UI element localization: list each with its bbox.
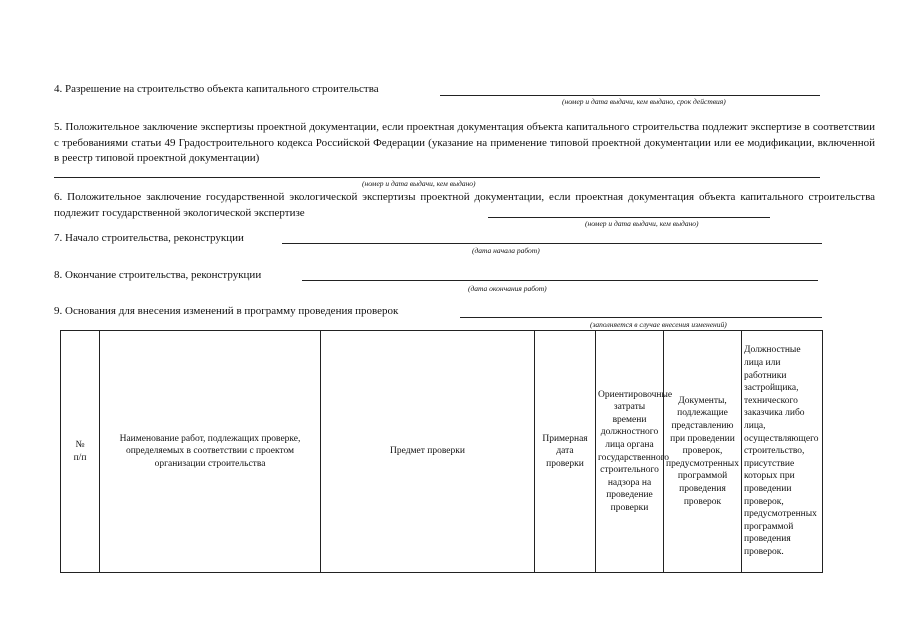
header-cell-subject: Предмет проверки [321,331,535,573]
item-7-hint: (дата начала работ) [472,246,540,255]
item-6-fill-line [488,217,770,218]
item-5-label: 5. Положительное заключение экспертизы проектной документации, если проектная документация объекта капитального строительства подлежит экспертизе в соответствии с требованиями статьи 49 Градостроительного кодекса Российской Федерации (указание на применение типовой проектной документации или ее модификации, включенной в реестр типовой проектной документации) [54,121,875,164]
item-9-hint: (заполняется в случае внесения изменений) [590,320,727,329]
header-cell-responsible-persons: Должностные лица или работники застройщика, технического заказчика либо лица, осуществляющего строительство, присутствие которых при проведении проверок, предусмотренных программой проведения проверок. [742,331,823,573]
header-cell-number: № п/п [61,331,100,573]
item-5-hint: (номер и дата выдачи, кем выдано) [362,179,476,188]
header-cell-documents: Документы, подлежащие представлению при проведении проверок, предусмотренных программой проведения проверок [664,331,742,573]
item-5-fill-line [54,177,820,178]
item-4-label: 4. Разрешение на строительство объекта капитального строительства [54,83,379,95]
item-8-fill-line [302,280,818,281]
item-8-label: 8. Окончание строительства, реконструкции [54,269,262,281]
item-9-label: 9. Основания для внесения изменений в программу проведения проверок [54,305,399,317]
inspection-program-table [60,330,823,573]
item-8-hint: (дата окончания работ) [468,284,547,293]
item-7-label: 7. Начало строительства, реконструкции [54,232,244,244]
item-4-fill-line [440,95,820,96]
table-header-row [61,331,823,573]
item-9-fill-line [460,317,822,318]
item-7-fill-line [282,243,822,244]
item-6-label: 6. Положительное заключение государственной экологической экспертизы проектной документации, если проектная документация объекта капитального строительства подлежит государственной экологической экспертизе [54,191,875,219]
header-cell-time-costs: Ориентировочные затраты времени должностного лица органа государственного строительного надзора на проведение проверки [596,331,664,573]
header-cell-work-name: Наименование работ, подлежащих проверке, определяемых в соответствии с проектом организации строительства [100,331,321,573]
header-cell-approx-date: Примерная дата проверки [535,331,596,573]
item-4-hint: (номер и дата выдачи, кем выдано, срок действия) [562,97,726,106]
item-6-hint: (номер и дата выдачи, кем выдано) [585,219,699,228]
